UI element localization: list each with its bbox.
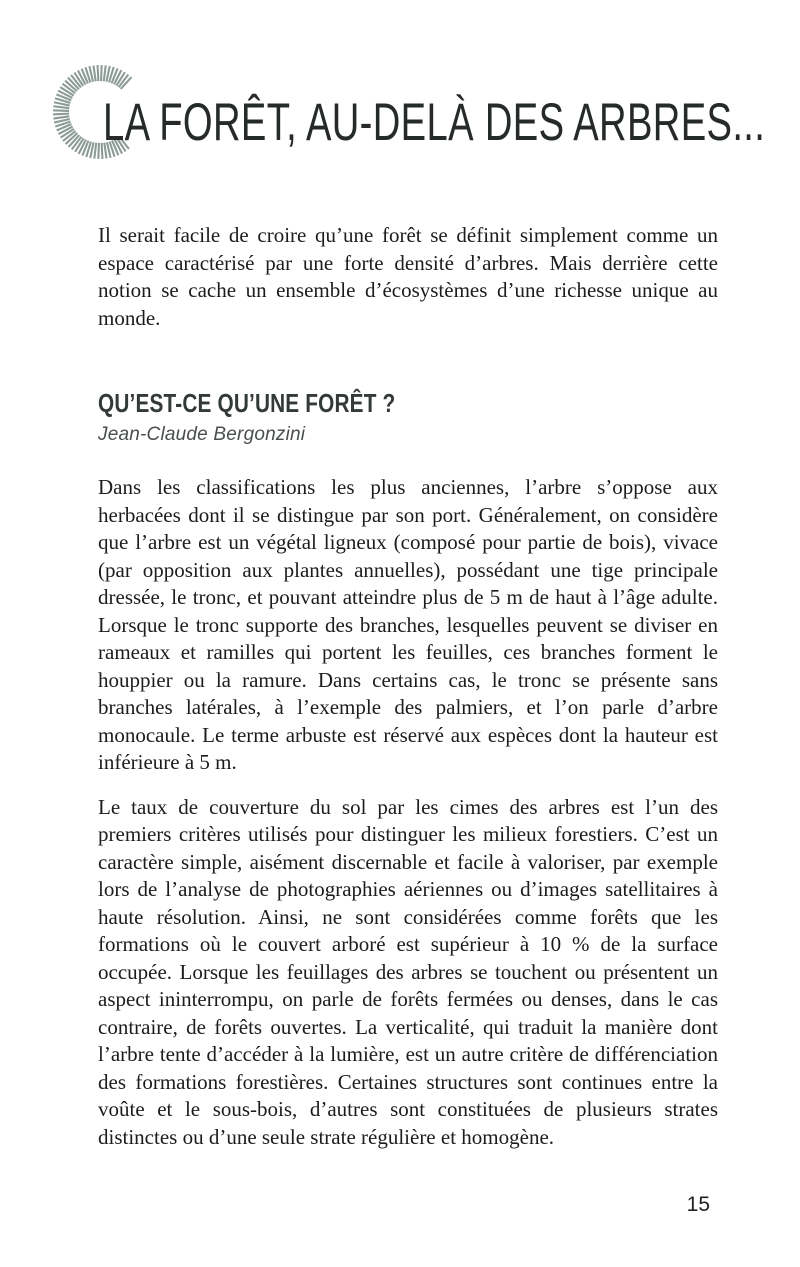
section-author: Jean-Claude Bergonzini [98, 424, 306, 445]
section-heading: QU’EST-CE QU’UNE FORÊT ? [98, 388, 396, 418]
body-paragraph: Le taux de couverture du sol par les cimes des arbres est l’un des premiers critères utilisés pour distinguer les milieux forestiers. C’est un caractère simple, aisément discernable et facile à valoriser, par exemple lors de l’analyse de photographies aériennes ou d’images satellitaires à haute résolution. Ainsi, ne sont considérées comme forêts que les formations où le couvert arboré est supérieur à 10 % de la surface occupée. Lorsque les feuillages des arbres se touchent ou présentent un aspect ininterrompu, on parle de forêts fermées ou denses, dans le cas contraire, de forêts ouvertes. La verticalité, qui traduit la manière dont l’arbre tente d’accéder à la lumière, est un autre critère de différenciation des formations forestières. Certaines structures sont continues entre la voûte et le sous-bois, d’autres sont constituées de plusieurs strates distinctes ou d’une seule strate régulière et homogène. [98, 794, 718, 1149]
body-paragraph: Dans les classifications les plus anciennes, l’arbre s’oppose aux herbacées dont il se distingue par son port. Généralement, on considère que l’arbre est un végétal ligneux (composé pour partie de bois), vivace (par opposition aux plantes annuelles), possédant une tige principale dressée, le tronc, et pouvant atteindre plus de 5 m de haut à l’âge adulte. Lorsque le tronc supporte des branches, lesquelles peuvent se diviser en rameaux et ramilles qui portent les feuilles, ces branches forment le houppier ou la ramure. Dans certains cas, le tronc se présente sans branches latérales, à l’exemple des palmiers, et l’on parle d’arbre monocaule. Le terme arbuste est réservé aux espèces dont la hauteur est inférieure à 5 m. [98, 475, 718, 774]
page-content [0, 222, 800, 1151]
chapter-header [0, 0, 800, 190]
page-number: 15 [686, 1193, 710, 1216]
chapter-title: LA FORÊT, AU-DELÀ DES ARBRES... [103, 93, 766, 152]
intro-paragraph: Il serait facile de croire qu’une forêt se définit simplement comme un espace caractérisé par une forte densité d’arbres. Mais derrière cette notion se cache un ensemble d’écosystèmes d’une richesse unique au monde. [98, 223, 718, 330]
